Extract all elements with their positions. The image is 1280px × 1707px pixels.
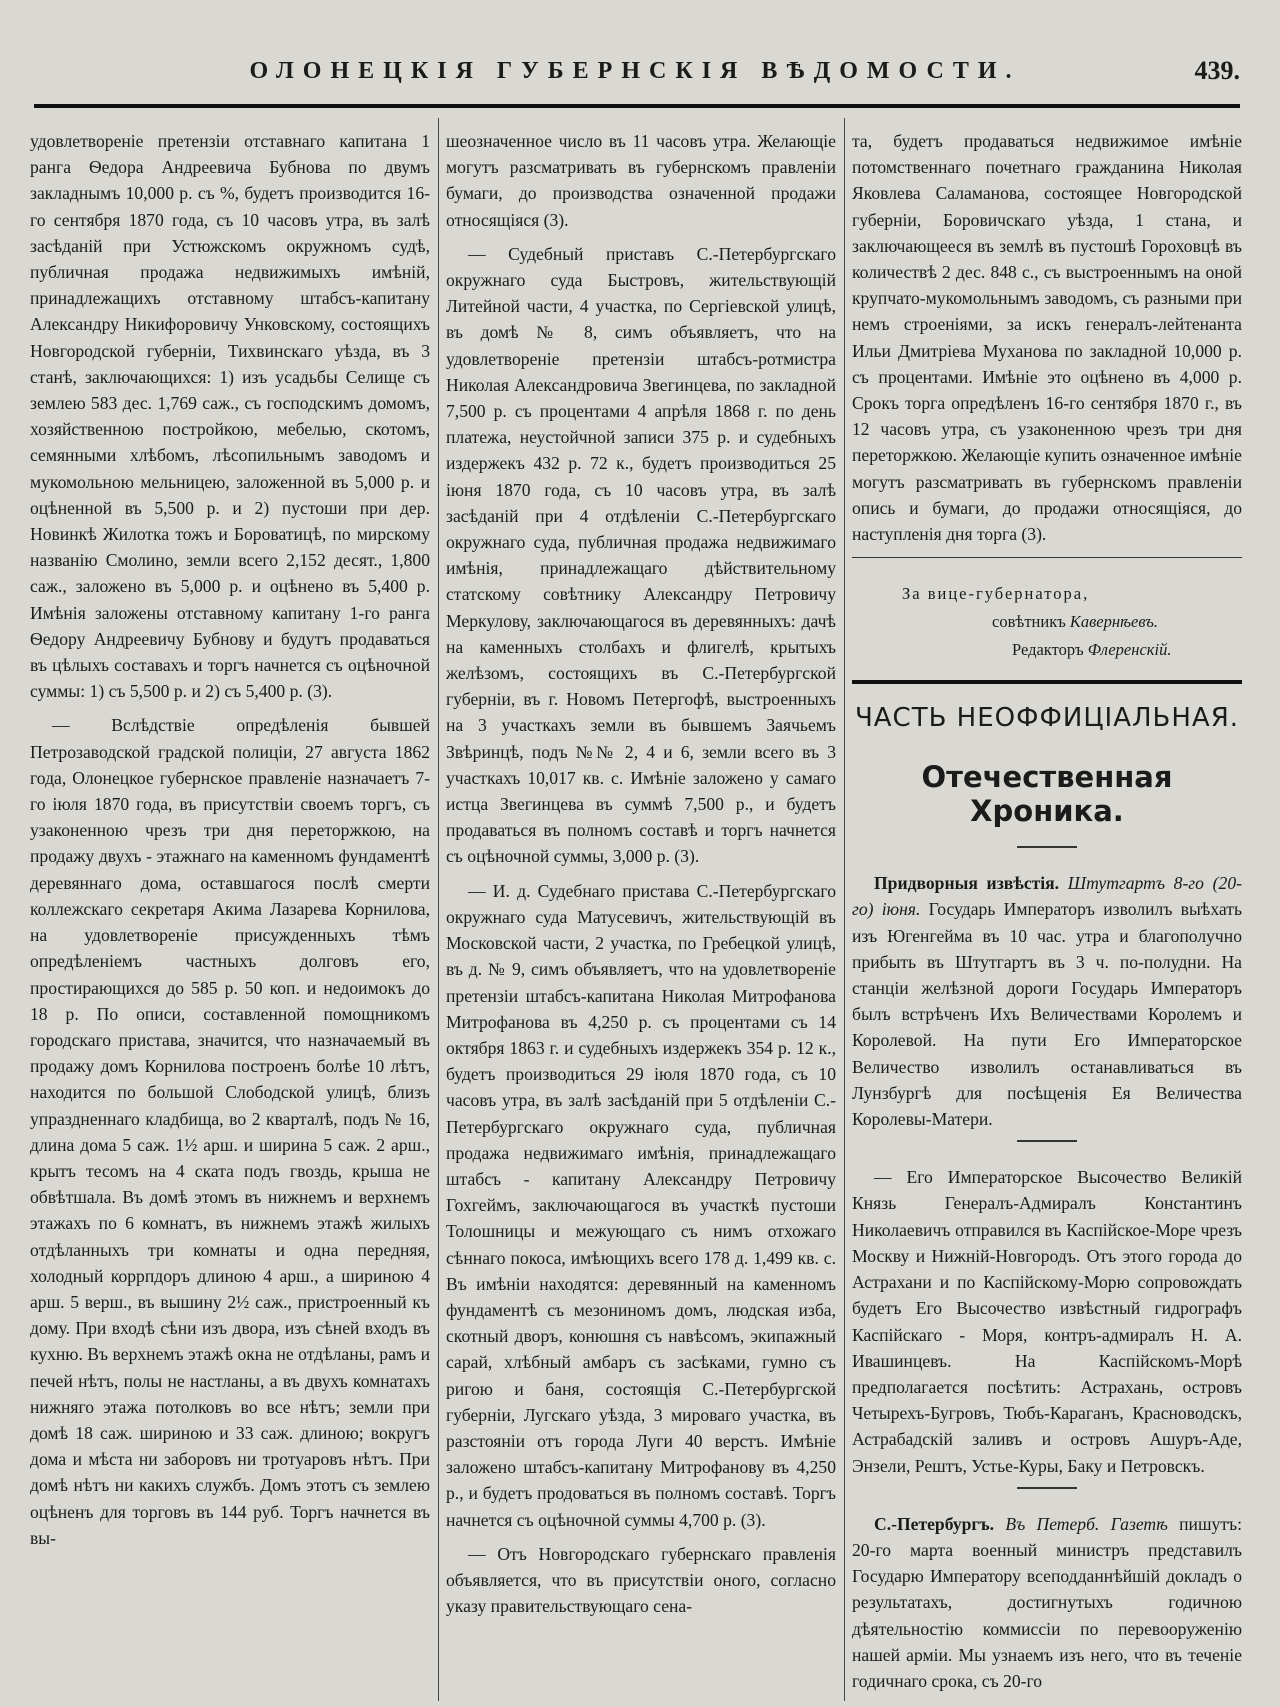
news-lead: С.-Петербургъ.: [874, 1513, 995, 1534]
column-divider-2: [844, 118, 845, 1701]
newspaper-title: ОЛОНЕЦКІЯ ГУБЕРНСКІЯ ВѢДОМОСТИ.: [249, 58, 1021, 84]
news-text: Государь Императоръ изволилъ выѣхать изъ Югенгейма въ 10 час. утра и благополучно прибыть въ Штутгартъ въ 3 ч. по-полудни. На станціи желѣзной дороги Государь Императоръ былъ встрѣченъ Ихъ Величествами Королемъ и Королевой. На пути Его Императорское Величество изволилъ останавливаться въ Лунзбургѣ для посѣщенія Ея Величества Королевы-Матери.: [852, 899, 1242, 1130]
paragraph: — И. д. Судебнаго пристава С.-Петербургскаго окружнаго суда Матусевичъ, жительствующій въ Московской части, 2 участка, по Гребецкой улицѣ, въ д. № 9, симъ объявляетъ, что на удовлетвореніе претензіи штабсъ-капитана Николая Митрофанова Митрофанова въ 4,250 р. съ процентами съ 14 октября 1863 г. и судебныхъ издержекъ 354 р. 12 к., будетъ производиться 29 іюля 1870 года, съ 10 часовъ утра, въ залѣ засѣданій при 5 отдѣленіи С.-Петербургскаго окружнаго суда, публичная продажа недвижимаго имѣнія, принадлежащаго штабсъ - капитану Александру Петровичу Гохгеймъ, заключающагося въ участкѣ пустоши Толошницы и межующаго съ нимъ отхожаго сѣннаго покоса, имѣющихъ всего 178 д. 1,499 кв. с. Въ имѣніи находятся: деревянный на каменномъ фундаментѣ съ мезониномъ домъ, людская изба, скотный дворъ, конюшня съ навѣсомъ, экипажный сарай, хлѣбный амбаръ съ засѣками, гумно съ ригою и баня, состоящія С.-Петербургской губерніи, Лугскаго уѣзда, 3 мироваго участка, въ разстояніи отъ города Луги 40 верстъ. Имѣніе заложено штабсъ-капитану Митрофанову въ 4,250 р., и будетъ продоваться въ полномъ составѣ. Торгъ начнется съ оцѣночной суммы 4,700 р. (3).: [446, 880, 836, 1530]
paragraph: удовлетвореніе претензіи отставнаго капитана 1 ранга Ѳедора Андреевича Бубнова по двумъ закладнымъ 10,000 р. съ %, будетъ производится 16-го сентября 1870 года, съ 10 часовъ утра, въ залѣ засѣданій при Устюжскомъ окружномъ судѣ, публичная продажа недвижимыхъ имѣній, принадлежащихъ отставному штабсъ-капитану Александру Никифоровичу Унковскому, состоящихъ Новгородской губерніи, Тихвинскаго уѣзда, въ 3 станѣ, заключающихся: 1) изъ усадьбы Селище съ землею 583 дес. 1,769 саж., съ господскимъ домомъ, хозяйственною постройкою, мебелью, скотомъ, семянными хлѣбомъ, лѣсопильнымъ заводомъ и мукомольною мельницею, заложенной въ 5,000 р. и оцѣненной въ 5,500 р. и 2) пустоши при дер. Новинкѣ Жилотка тожъ и Бороватицѣ, по мирскому названію Смолино, земли всего 2,152 десят., 1,800 саж., заложено въ 5,000 р. и оцѣнено въ 5,400 р. Имѣнія заложены отставному капитану 1-го ранга Ѳедору Андреевичу Бубнову и будутъ продаваться въ цѣлыхъ составахъ и торгъ начнется съ оцѣночной суммы: 1) съ 5,500 р. и 2) съ 5,400 р. (3).: [30, 131, 430, 702]
paragraph: — Судебный приставъ С.-Петербургскаго окружнаго суда Быстровъ, жительствующій Литейной части, 4 участка, по Сергіевской улицѣ, въ домѣ № 8, симъ объявляетъ, что на удовлетвореніе претензіи штабсъ-ротмистра Николая Александровича Звегинцева, по закладной 7,500 р. съ процентами 4 апрѣля 1868 г. по день платежа, неустойчной записи 375 р. и судебныхъ издержекъ 432 р. 72 к., будетъ производиться 25 іюня 1870 года, съ 10 часовъ утра, въ залѣ засѣданій при 4 отдѣленіи С.-Петербургскаго окружнаго суда, публичная продажа недвижимаго имѣнія, принадлежащаго дѣйствительному статскому совѣтнику Александру Петровичу Меркулову, заключающагося въ деревянныхъ: дачѣ на каменныхъ столбахъ и флигелѣ, крытыхъ желѣзомъ, состоящихъ въ С.-Петербургской губерніи, въ г. Новомъ Петергофѣ, выстроенныхъ на 3 участкахъ земли въ бывшемъ Заячьемъ Звѣринцѣ, подъ №№ 2, 4 и 6, земли всего въ 3 участкахъ 10,017 кв. с. Имѣніе заложено у самаго истца Звегинцева въ суммѣ 7,500 р., и будетъ продаваться въ полномъ составѣ и торгъ начнется съ оцѣночной суммы, 3,000 р. (3).: [446, 243, 836, 867]
signature-role: совѣтникъ: [992, 612, 1070, 632]
chronicle-title: Отечественная Хроника.: [921, 760, 1173, 829]
paragraph: — Вслѣдствіе опредѣленія бывшей Петрозаводской градской полиціи, 27 августа 1862 года, Олонецкое губернское правленіе назначаетъ 7-го іюля 1870 года, въ присутствіи своемъ торгъ, съ узаконенною чрезъ три дня переторжкою, на продажу двухъ - этажнаго на каменномъ фундаментѣ деревяннаго дома, оставшагося послѣ смерти коллежскаго секретаря Акима Лазарева Корнилова, на удовлетвореніе присужденныхъ тѣмъ опредѣленіемъ частныхъ долговъ его, простирающихся до 585 р. 50 коп. и недоимокъ до 18 р. По описи, составленной помощникомъ городскаго пристава, значится, что назначаемый въ продажу домъ Корнилова построенъ болѣе 10 лѣтъ, находится по большой Слободской улицѣ, близъ упраздненнаго кладбища, во 2 кварталѣ, подъ № 16, длина дома 5 саж. 1½ арш. и ширина 5 саж. 2 арш., крытъ тесомъ на 4 ската подъ гвоздь, крыша не обвѣтшала. Въ домѣ этомъ въ нижнемъ и верхнемъ этажахъ по 6 комнатъ, въ нижнемъ этажѣ жилыхъ отдѣланныхъ три комнаты и одна передняя, холодный коррпдоръ длиною 4 арш., а шириною 4 арш. 5 верш., въ вышину 2½ саж., пристроенный къ дому. При входѣ сѣни изъ двора, изъ сѣней входъ въ кухню. Въ верхнемъ этажѣ окна не отдѣланы, рамъ и печей нѣтъ, полы не настланы, а въ двухъ комнатахъ нижняго этажа потолковъ во все нѣтъ; земли при домѣ 18 саж. шириною и 33 саж. длиною; вокругъ дома и мѣста ни заборовъ ни тротуаровъ нѣтъ. При домѣ нѣтъ ни какихъ службъ. Домъ этотъ съ землею оцѣненъ для торговъ въ 144 руб. Торгъ начнется въ вы-: [30, 715, 430, 1548]
signature-line-3: [852, 636, 1242, 664]
news-item: [852, 1164, 1242, 1478]
paragraph: та, будетъ продаваться недвижимое имѣніе потомственнаго почетнаго гражданина Николая Яковлева Саламанова, состоящее Новгородской губерніи, Боровичскаго уѣзда, 1 стана, и заключающееся въ землѣ въ пустошѣ Гороховцѣ въ количествѣ 2 дес. 848 с., съ выстроеннымъ на оной крупчато-мукомольнымъ заводомъ, съ разными при немъ строеніями, за искъ генералъ-лейтенанта Ильи Дмитріева Муханова по закладной 10,000 р. съ процентами. Имѣніе это оцѣнено въ 4,000 р. Срокъ торга опредѣленъ 16-го сентября 1870 г., въ 12 часовъ утра, съ узаконенною чрезъ три дня переторжкою. Желающіе купить означенное имѣніе могутъ разсматривать въ губернскомъ правленіи опись и бумаги, до продажи относящіяся, до наступленія дня торга (3).: [852, 131, 1242, 545]
column-divider-1: [438, 118, 439, 1701]
section-title: ЧАСТЬ НЕОФФИЦІАЛЬНАЯ.: [854, 703, 1240, 734]
paragraph: шеозначенное число въ 11 часовъ утра. Желающіе могутъ разсматривать въ губернскомъ правленіи бумаги, до производства означенной продажи относящіяся (3).: [446, 131, 836, 230]
paragraph: — Отъ Новгородскаго губернскаго правленія объявляется, что въ присутствіи оного, согласно указу правительствующаго сена-: [446, 1543, 836, 1617]
short-rule: [1017, 1140, 1077, 1142]
page-number: 439.: [1194, 56, 1240, 85]
news-item: [852, 870, 1242, 1132]
news-lead: Придворныя извѣстія.: [874, 873, 1060, 894]
signature-line-2: [852, 608, 1242, 636]
editor-role: Редакторъ: [1012, 640, 1088, 660]
column-3: [852, 128, 1242, 1699]
header-rule: [34, 104, 1240, 108]
signature-name: Кавернѣевъ.: [1069, 612, 1158, 632]
editor-name: Флеренскій.: [1087, 640, 1172, 660]
short-rule: [1017, 846, 1077, 848]
news-dateline: Въ Петерб. Газетѣ: [994, 1513, 1168, 1534]
short-rule: [1017, 1487, 1077, 1489]
signature-line-1: За вице-губернатора,: [902, 584, 1090, 604]
news-text: пишутъ: 20-го марта военный министръ представилъ Государю Императору всеподданнѣйшій докладъ о результатахъ, достигнутыхъ годичною дѣятельностію коммиссіи по перевооруженію нашей арміи. Мы узнаемъ изъ него, что въ теченіе годичнаго срока, съ 20-го: [852, 1513, 1242, 1691]
column-2: [446, 128, 836, 1699]
news-item: [852, 1511, 1242, 1694]
signature-block: [852, 580, 1242, 664]
divider: [852, 557, 1242, 558]
news-text: — Его Императорское Высочество Великій Князь Генералъ-Адмиралъ Константинъ Николаевичъ отправился въ Каспійское-Море чрезъ Москву и Нижній-Новгородъ. Отъ этого города до Астрахани и по Каспійскому-Морю сопровождать будетъ Его Высочество извѣстный гидрографъ Каспійскаго - Моря, контръ-адмиралъ Н. А. Ивашинцевъ. На Каспійскомъ-Морѣ предполагается посѣтить: Астрахань, островъ Четырехъ-Бугровъ, Тюбъ-Караганъ, Красноводскъ, Астрабадскій заливъ и островъ Ашуръ-Аде, Энзели, Рештъ, Устье-Куры, Баку и Петровскъ.: [852, 1167, 1242, 1476]
section-rule: [852, 680, 1242, 684]
column-1: [30, 128, 430, 1699]
page-header: [30, 54, 1240, 94]
news-dateline: Штутгартъ 8-го (20-го) іюня.: [852, 873, 1242, 920]
